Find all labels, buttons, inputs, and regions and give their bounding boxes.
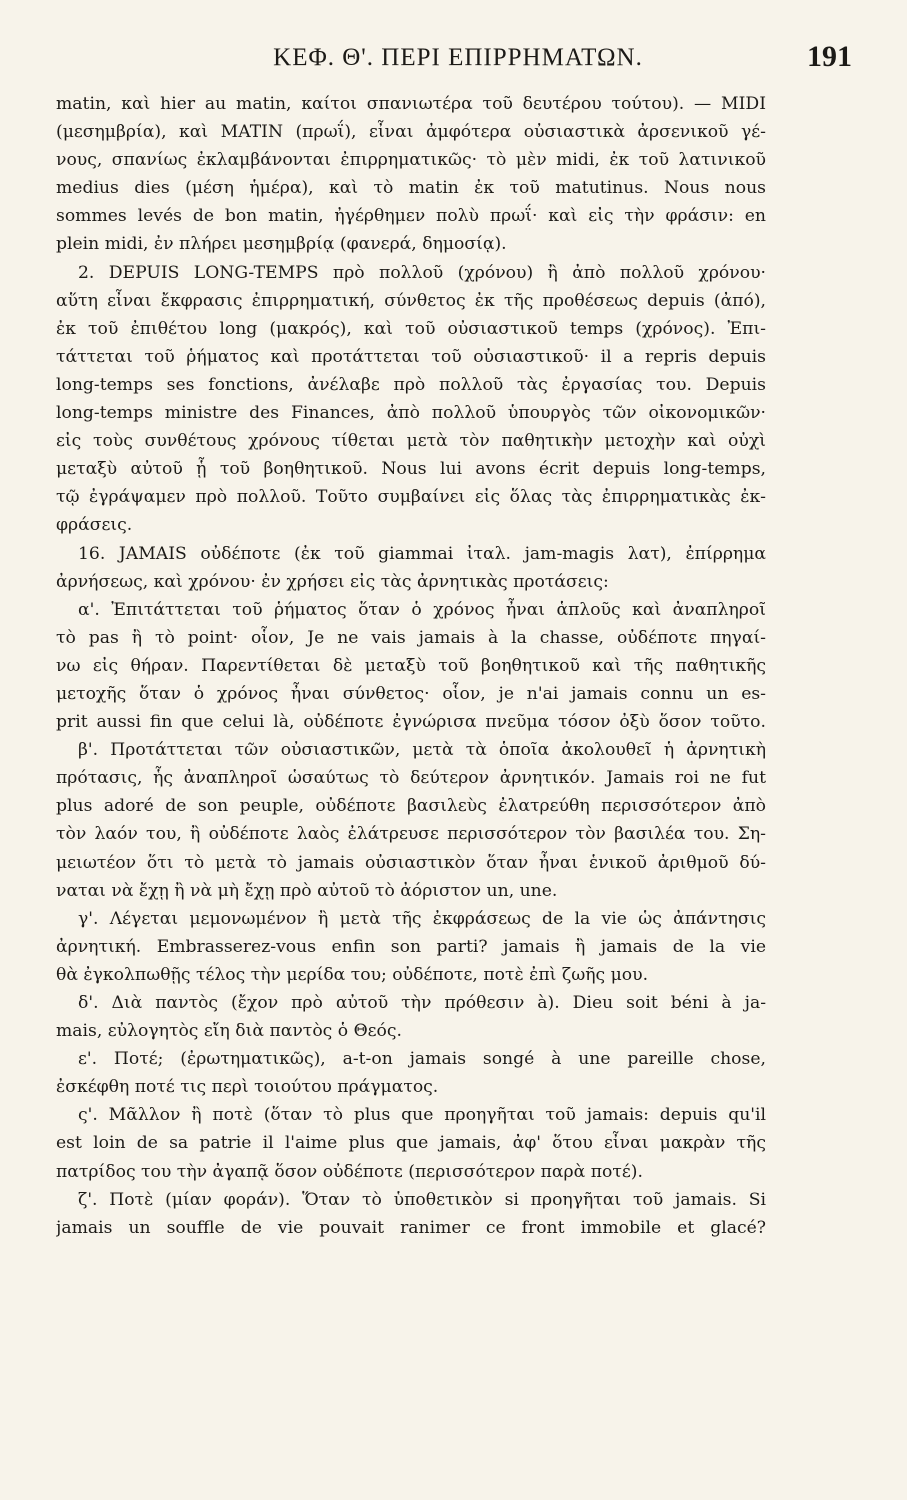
text-line: νω εἰς θήραν. Παρεντίθεται δὲ μεταξὺ τοῦ βοηθητικοῦ καὶ τῆς παθητικῆς [56,655,766,676]
text-line: νους, σπανίως ἐκλαμβάνονται ἐπιρρηματικῶς· τὸ μὲν midi, ἐκ τοῦ λατινικοῦ [56,150,766,171]
text-line: τῷ ἐγράψαμεν πρὸ πολλοῦ. Τοῦτο συμβαίνει εἰς ὅλας τὰς ἐπιρρηματικὰς ἐκ- [56,487,766,508]
text-line: γ'. Λέγεται μεμονωμένον ἢ μετὰ τῆς ἐκφράσεως de la vie ὡς ἀπάντησις [78,908,766,929]
text-line: 2. DEPUIS LONG-TEMPS πρὸ πολλοῦ (χρόνου) ἢ ἀπὸ πολλοῦ χρόνου· [78,262,766,283]
text-line: μειωτέον ὅτι τὸ μετὰ τὸ jamais οὐσιαστικὸν ὅταν ἦναι ἑνικοῦ ἀριθμοῦ δύ- [56,852,766,873]
body-text [56,90,766,1242]
text-line: sommes levés de bon matin, ἠγέρθημεν πολὺ πρωΐ· καὶ εἰς τὴν φράσιν: en [56,206,766,227]
text-line: prit aussi fin que celui là, οὐδέποτε ἐγνώρισα πνεῦμα τόσον ὀξὺ ὅσον τοῦτο. [56,712,766,733]
text-line: (μεσημβρία), καὶ MATIN (πρωΐ), εἶναι ἀμφότερα οὐσιαστικὰ ἀρσενικοῦ γέ- [56,122,766,143]
text-line: plus adoré de son peuple, οὐδέποτε βασιλεὺς ἐλατρεύθη περισσότερον ἀπὸ [56,796,766,817]
text-line: long-temps ses fonctions, ἀνέλαβε πρὸ πολλοῦ τὰς ἐργασίας του. Depuis [56,374,766,395]
text-line: αὕτη εἶναι ἔκφρασις ἐπιρρηματική, σύνθετος ἐκ τῆς προθέσεως depuis (ἀπό), [56,290,766,311]
text-line: δ'. Διὰ παντὸς (ἔχον πρὸ αὐτοῦ τὴν πρόθεσιν à). Dieu soit béni à ja- [78,993,766,1013]
page-number: 191 [807,40,852,73]
text-line: long-temps ministre des Finances, ἀπὸ πολλοῦ ὑπουργὸς τῶν οἰκονομικῶν· [56,403,766,424]
text-line: ζ'. Ποτὲ (μίαν φοράν). Ὅταν τὸ ὑποθετικὸν si προηγῆται τοῦ jamais. Si [78,1189,766,1210]
text-line: θὰ ἐγκολπωθῇς τέλος τὴν μερίδα του; οὐδέποτε, ποτὲ ἐπὶ ζωῆς μου. [56,964,649,985]
text-line: τὸν λαόν του, ἢ οὐδέποτε λαὸς ἐλάτρευσε περισσότερον τὸν βασιλέα του. Ση- [56,824,766,845]
page-header [58,40,858,80]
text-line: φράσεις. [56,515,133,536]
text-line: ἀρνήσεως, καὶ χρόνου· ἐν χρήσει εἰς τὰς ἀρνητικὰς προτάσεις: [56,571,609,592]
text-line: ἀρνητική. Embrasserez-vous enfin son parti? jamais ἢ jamais de la vie [56,936,766,957]
text-line: α'. Ἐπιτάττεται τοῦ ῥήματος ὅταν ὁ χρόνος ἦναι ἁπλοῦς καὶ ἀναπληροῖ [78,599,766,620]
text-line: εἰς τοὺς συνθέτους χρόνους τίθεται μετὰ τὸν παθητικὴν μετοχὴν καὶ οὐχὶ [56,431,766,452]
text-line: ς'. Μᾶλλον ἢ ποτὲ (ὅταν τὸ plus que προηγῆται τοῦ jamais: depuis qu'il [78,1105,766,1126]
text-line: medius dies (μέση ἡμέρα), καὶ τὸ matin ἐκ τοῦ matutinus. Nous nous [56,178,766,199]
text-line: jamais un souffle de vie pouvait ranimer ce front immobile et glacé? [56,1217,766,1238]
text-line: matin, καὶ hier au matin, καίτοι σπανιωτέρα τοῦ δευτέρου τούτου). — MIDI [56,94,766,114]
text-line: mais, εὐλογητὸς εἴη διὰ παντὸς ὁ Θεός. [56,1021,402,1042]
text-line: πατρίδος του τὴν ἀγαπᾷ ὅσον οὐδέποτε (περισσότερον παρὰ ποτέ). [56,1161,643,1182]
text-line: est loin de sa patrie il l'aime plus que jamais, ἀφ' ὅτου εἶναι μακρὰν τῆς [56,1133,766,1154]
text-line: ε'. Ποτέ; (ἐρωτηματικῶς), a-t-on jamais songé à une pareille chose, [78,1049,766,1070]
text-line: 16. JAMAIS οὐδέποτε (ἐκ τοῦ giammai ἰταλ. jam-magis λατ), ἐπίρρημα [78,543,766,564]
running-title: ΚΕΦ. Θ'. ΠΕΡΙ ΕΠΙΡΡΗΜΑΤΩΝ. [273,44,643,71]
text-line: πρότασις, ἧς ἀναπληροῖ ὡσαύτως τὸ δεύτερον ἀρνητικόν. Jamais roi ne fut [56,768,766,789]
text-line: β'. Προτάττεται τῶν οὐσιαστικῶν, μετὰ τὰ ὁποῖα ἀκολουθεῖ ἡ ἀρνητικὴ [78,740,766,761]
text-line: μετοχῆς ὅταν ὁ χρόνος ἦναι σύνθετος· οἷον, je n'ai jamais connu un es- [56,683,766,704]
text-line: τάττεται τοῦ ῥήματος καὶ προτάττεται τοῦ οὐσιαστικοῦ· il a repris depuis [56,346,766,367]
text-line: plein midi, ἐν πλήρει μεσημβρίᾳ (φανερά, δημοσίᾳ). [56,234,507,255]
text-line: ἐσκέφθη ποτέ τις περὶ τοιούτου πράγματος. [56,1077,439,1098]
text-line: τὸ pas ἢ τὸ point· οἷον, Je ne vais jamais à la chasse, οὐδέποτε πηγαί- [56,627,766,648]
text-line: μεταξὺ αὐτοῦ ᾗ τοῦ βοηθητικοῦ. Nous lui avons écrit depuis long-temps, [56,459,766,480]
text-line: ναται νὰ ἔχῃ ἢ νὰ μὴ ἔχῃ πρὸ αὐτοῦ τὸ ἀόριστον un, une. [56,880,558,901]
text-line: ἐκ τοῦ ἐπιθέτου long (μακρός), καὶ τοῦ οὐσιαστικοῦ temps (χρόνος). Ἐπι- [56,318,766,339]
